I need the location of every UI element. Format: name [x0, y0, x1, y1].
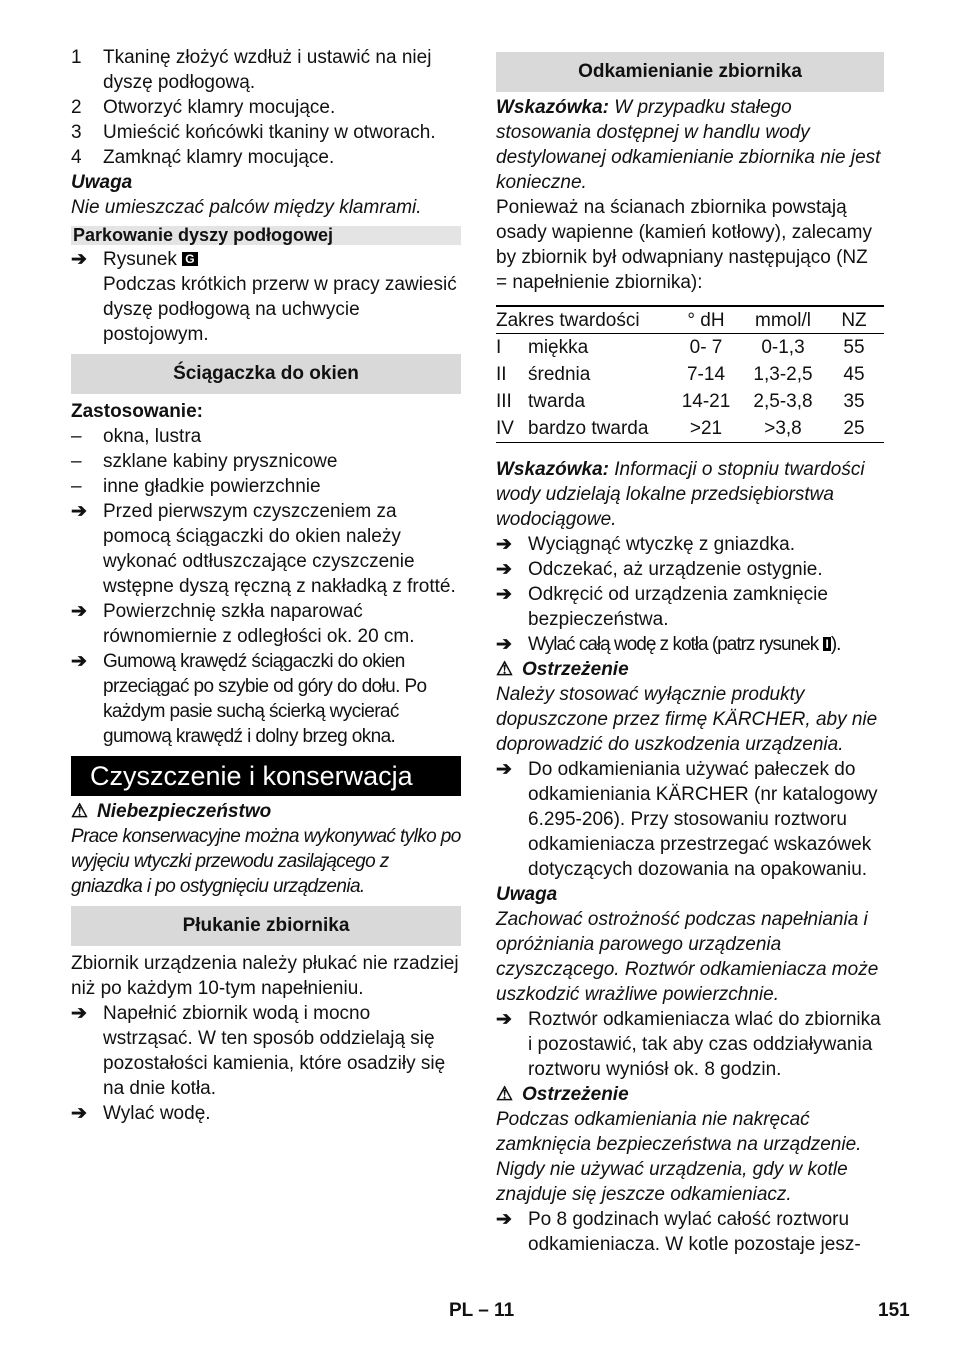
arrow-icon: ➔ — [71, 1103, 87, 1124]
arrow-icon: ➔ — [496, 584, 512, 605]
note-title: Uwaga — [496, 884, 558, 905]
step-text: Umieścić końcówki tkaniny w otworach. — [103, 122, 436, 143]
table-row: I miękka 0- 7 0-1,3 55 — [496, 337, 865, 358]
hint-text: Informacji o stopniu twardości wody udzielają lokalne przedsiębiorstwa wodociągowe. — [496, 459, 865, 530]
parking-figure-ref — [71, 247, 461, 272]
right-column — [496, 52, 884, 1257]
table-header: Zakres twardości — [496, 306, 670, 334]
arrow-icon: ➔ — [496, 534, 512, 555]
figure-label: Rysunek — [103, 249, 177, 270]
warning-triangle-icon: ⚠ — [71, 801, 89, 822]
table-row: II średnia 7-14 1,3-2,5 45 — [496, 364, 865, 385]
step-number: 4 — [71, 147, 82, 168]
usage-item: – szklane kabiny prysznicowe — [71, 451, 338, 472]
table-header: NZ — [824, 306, 884, 334]
usage-item: – inne gładkie powierzchnie — [71, 476, 321, 497]
warning-2-title: ⚠ Ostrzeżenie — [496, 1084, 629, 1105]
descale-step-1: ➔ Wyciągnąć wtyczkę z gniazdka. — [496, 534, 795, 555]
descaling-heading: Odkamienianie zbiornika — [496, 52, 884, 92]
step-text: Tkaninę złożyć wzdłuż i ustawić na niej dyszę podłogową. — [103, 47, 432, 93]
step-number: 1 — [71, 47, 82, 68]
dash-icon: – — [71, 451, 82, 472]
window-squeegee-heading: Ściągaczka do okien — [71, 354, 461, 394]
window-step-2: ➔ Powierzchnię szkła naparować równomiernie z odległości ok. 20 cm. — [71, 601, 415, 647]
descale-step-sticks: ➔ Do odkamieniania używać pałeczek do odkamieniania KÄRCHER (nr katalogowy 6.295-206). Przy stosowaniu roztworu odkamieniacza przestrzegać wskazówek dotyczących dozowania na opakowaniu. — [496, 759, 878, 880]
step-4 — [71, 145, 461, 170]
descale-step-final: ➔ Po 8 godzinach wylać całość roztworu odkamieniacza. W kotle pozostaje jesz- — [496, 1209, 861, 1255]
step-text: Zamknąć klamry mocujące. — [103, 147, 335, 168]
parking-text: Podczas krótkich przerw w pracy zawiesić dyszę podłogową na uchwycie postojowym. — [103, 274, 457, 345]
step-1 — [71, 45, 461, 95]
warning-triangle-icon: ⚠ — [496, 659, 514, 680]
dash-icon: – — [71, 426, 82, 447]
arrow-icon: ➔ — [496, 1009, 512, 1030]
warning-2-text: Podczas odkamieniania nie nakręcać zamknięcia bezpieczeństwa na urządzenie. Nigdy nie używać urządzenia, gdy w kotle znajduje się jeszcze odkamieniacz. — [496, 1109, 862, 1205]
table-row: III twarda 14-21 2,5-3,8 35 — [496, 391, 865, 412]
descale-step-solution: ➔ Roztwór odkamieniacza wlać do zbiornika i pozostawić, tak aby czas oddziaływania roztworu wyniósł ok. 8 godzin. — [496, 1009, 881, 1080]
step-2 — [71, 95, 461, 120]
table-header: mmol/l — [742, 306, 824, 334]
arrow-icon: ➔ — [71, 651, 87, 672]
rinse-step-1: ➔ Napełnić zbiornik wodą i mocno wstrząsać. W ten sposób oddzielają się pozostałości kamienia, które osadziły się na dnie kotła. — [71, 1003, 446, 1099]
note-title: Uwaga — [71, 172, 133, 193]
parking-heading: Parkowanie dyszy podłogowej — [71, 226, 461, 245]
arrow-icon: ➔ — [71, 249, 87, 270]
note-text: Nie umieszczać palców między klamrami. — [71, 197, 422, 218]
hardness-table — [496, 305, 884, 443]
arrow-icon: ➔ — [496, 759, 512, 780]
usage-item: – okna, lustra — [71, 426, 202, 447]
intro-text: Ponieważ na ścianach zbiornika powstają osady wapienne (kamień kotłowy), zalecamy by zbiornik był odwapniany następująco (NZ = napełnienie zbiornika): — [496, 197, 872, 293]
arrow-icon: ➔ — [496, 1209, 512, 1230]
arrow-icon: ➔ — [71, 501, 87, 522]
rinse-step-2: ➔ Wylać wodę. — [71, 1103, 211, 1124]
hint-1 — [496, 95, 884, 195]
warning-1-title: ⚠ Ostrzeżenie — [496, 659, 629, 680]
window-step-1: ➔ Przed pierwszym czyszczeniem za pomocą ściągaczki do okien należy wykonać odtłuszczające czyszczenie wstępne dyszą ręczną z nakładką z frotté. — [71, 501, 456, 597]
figure-letter-badge: G — [182, 252, 197, 266]
figure-letter-badge: I — [823, 637, 831, 651]
step-3 — [71, 120, 461, 145]
arrow-icon: ➔ — [496, 559, 512, 580]
parking-text-row — [71, 272, 461, 347]
danger-text: Prace konserwacyjne można wykonywać tylko po wyjęciu wtyczki przewodu zasilającego z gniazdka i po ostygnięciu urządzenia. — [71, 826, 461, 897]
main-section-heading: Czyszczenie i konserwacja — [71, 756, 461, 796]
usage-label: Zastosowanie: — [71, 401, 203, 422]
left-column — [71, 45, 461, 1126]
step-number: 3 — [71, 122, 82, 143]
table-header: ° dH — [670, 306, 742, 334]
step-text: Otworzyć klamry mocujące. — [103, 97, 336, 118]
step-number: 2 — [71, 97, 82, 118]
hint-label: Wskazówka: — [496, 97, 609, 118]
window-step-3: ➔ Gumową krawędź ściągaczki do okien przeciągać po szybie od góry do dołu. Po każdym pasie suchą ścierką wycierać gumową krawędź i dolny brzeg okna. — [71, 651, 427, 747]
table-header-row — [496, 306, 884, 334]
rinse-text: Zbiornik urządzenia należy płukać nie rzadziej niż po każdym 10-tym napełnieniu. — [71, 953, 459, 999]
hint-2 — [496, 457, 884, 532]
warning-triangle-icon: ⚠ — [496, 1084, 514, 1105]
arrow-icon: ➔ — [496, 634, 512, 655]
footer-page-number: 151 — [878, 1300, 910, 1321]
descale-step-2: ➔ Odczekać, aż urządzenie ostygnie. — [496, 559, 823, 580]
dash-icon: – — [71, 476, 82, 497]
descale-step-3: ➔ Odkręcić od urządzenia zamknięcie bezpieczeństwa. — [496, 584, 828, 630]
danger-title: ⚠ Niebezpieczeństwo — [71, 801, 272, 822]
rinse-heading: Płukanie zbiornika — [71, 906, 461, 946]
table-row: IV bardzo twarda >21 >3,8 25 — [496, 415, 884, 443]
descale-step-pour: ➔ Wylać całą wodę z kotła (patrz rysunek I ). — [496, 634, 841, 655]
hint-text: W przypadku stałego stosowania dostępnej w handlu wody destylowanej odkamienianie zbiornika nie jest konieczne. — [496, 97, 881, 193]
footer-language-page: PL – 11 — [449, 1300, 515, 1321]
hint-label: Wskazówka: — [496, 459, 609, 480]
arrow-icon: ➔ — [71, 601, 87, 622]
warning-1-text: Należy stosować wyłącznie produkty dopuszczone przez firmę KÄRCHER, aby nie doprowadzić do uszkodzenia urządzenia. — [496, 684, 878, 755]
arrow-icon: ➔ — [71, 1003, 87, 1024]
note-text: Zachować ostrożność podczas napełniania i opróżniania parowego urządzenia czyszczącego. Roztwór odkamieniacza może uszkodzić wrażliwe powierzchnie. — [496, 909, 879, 1005]
